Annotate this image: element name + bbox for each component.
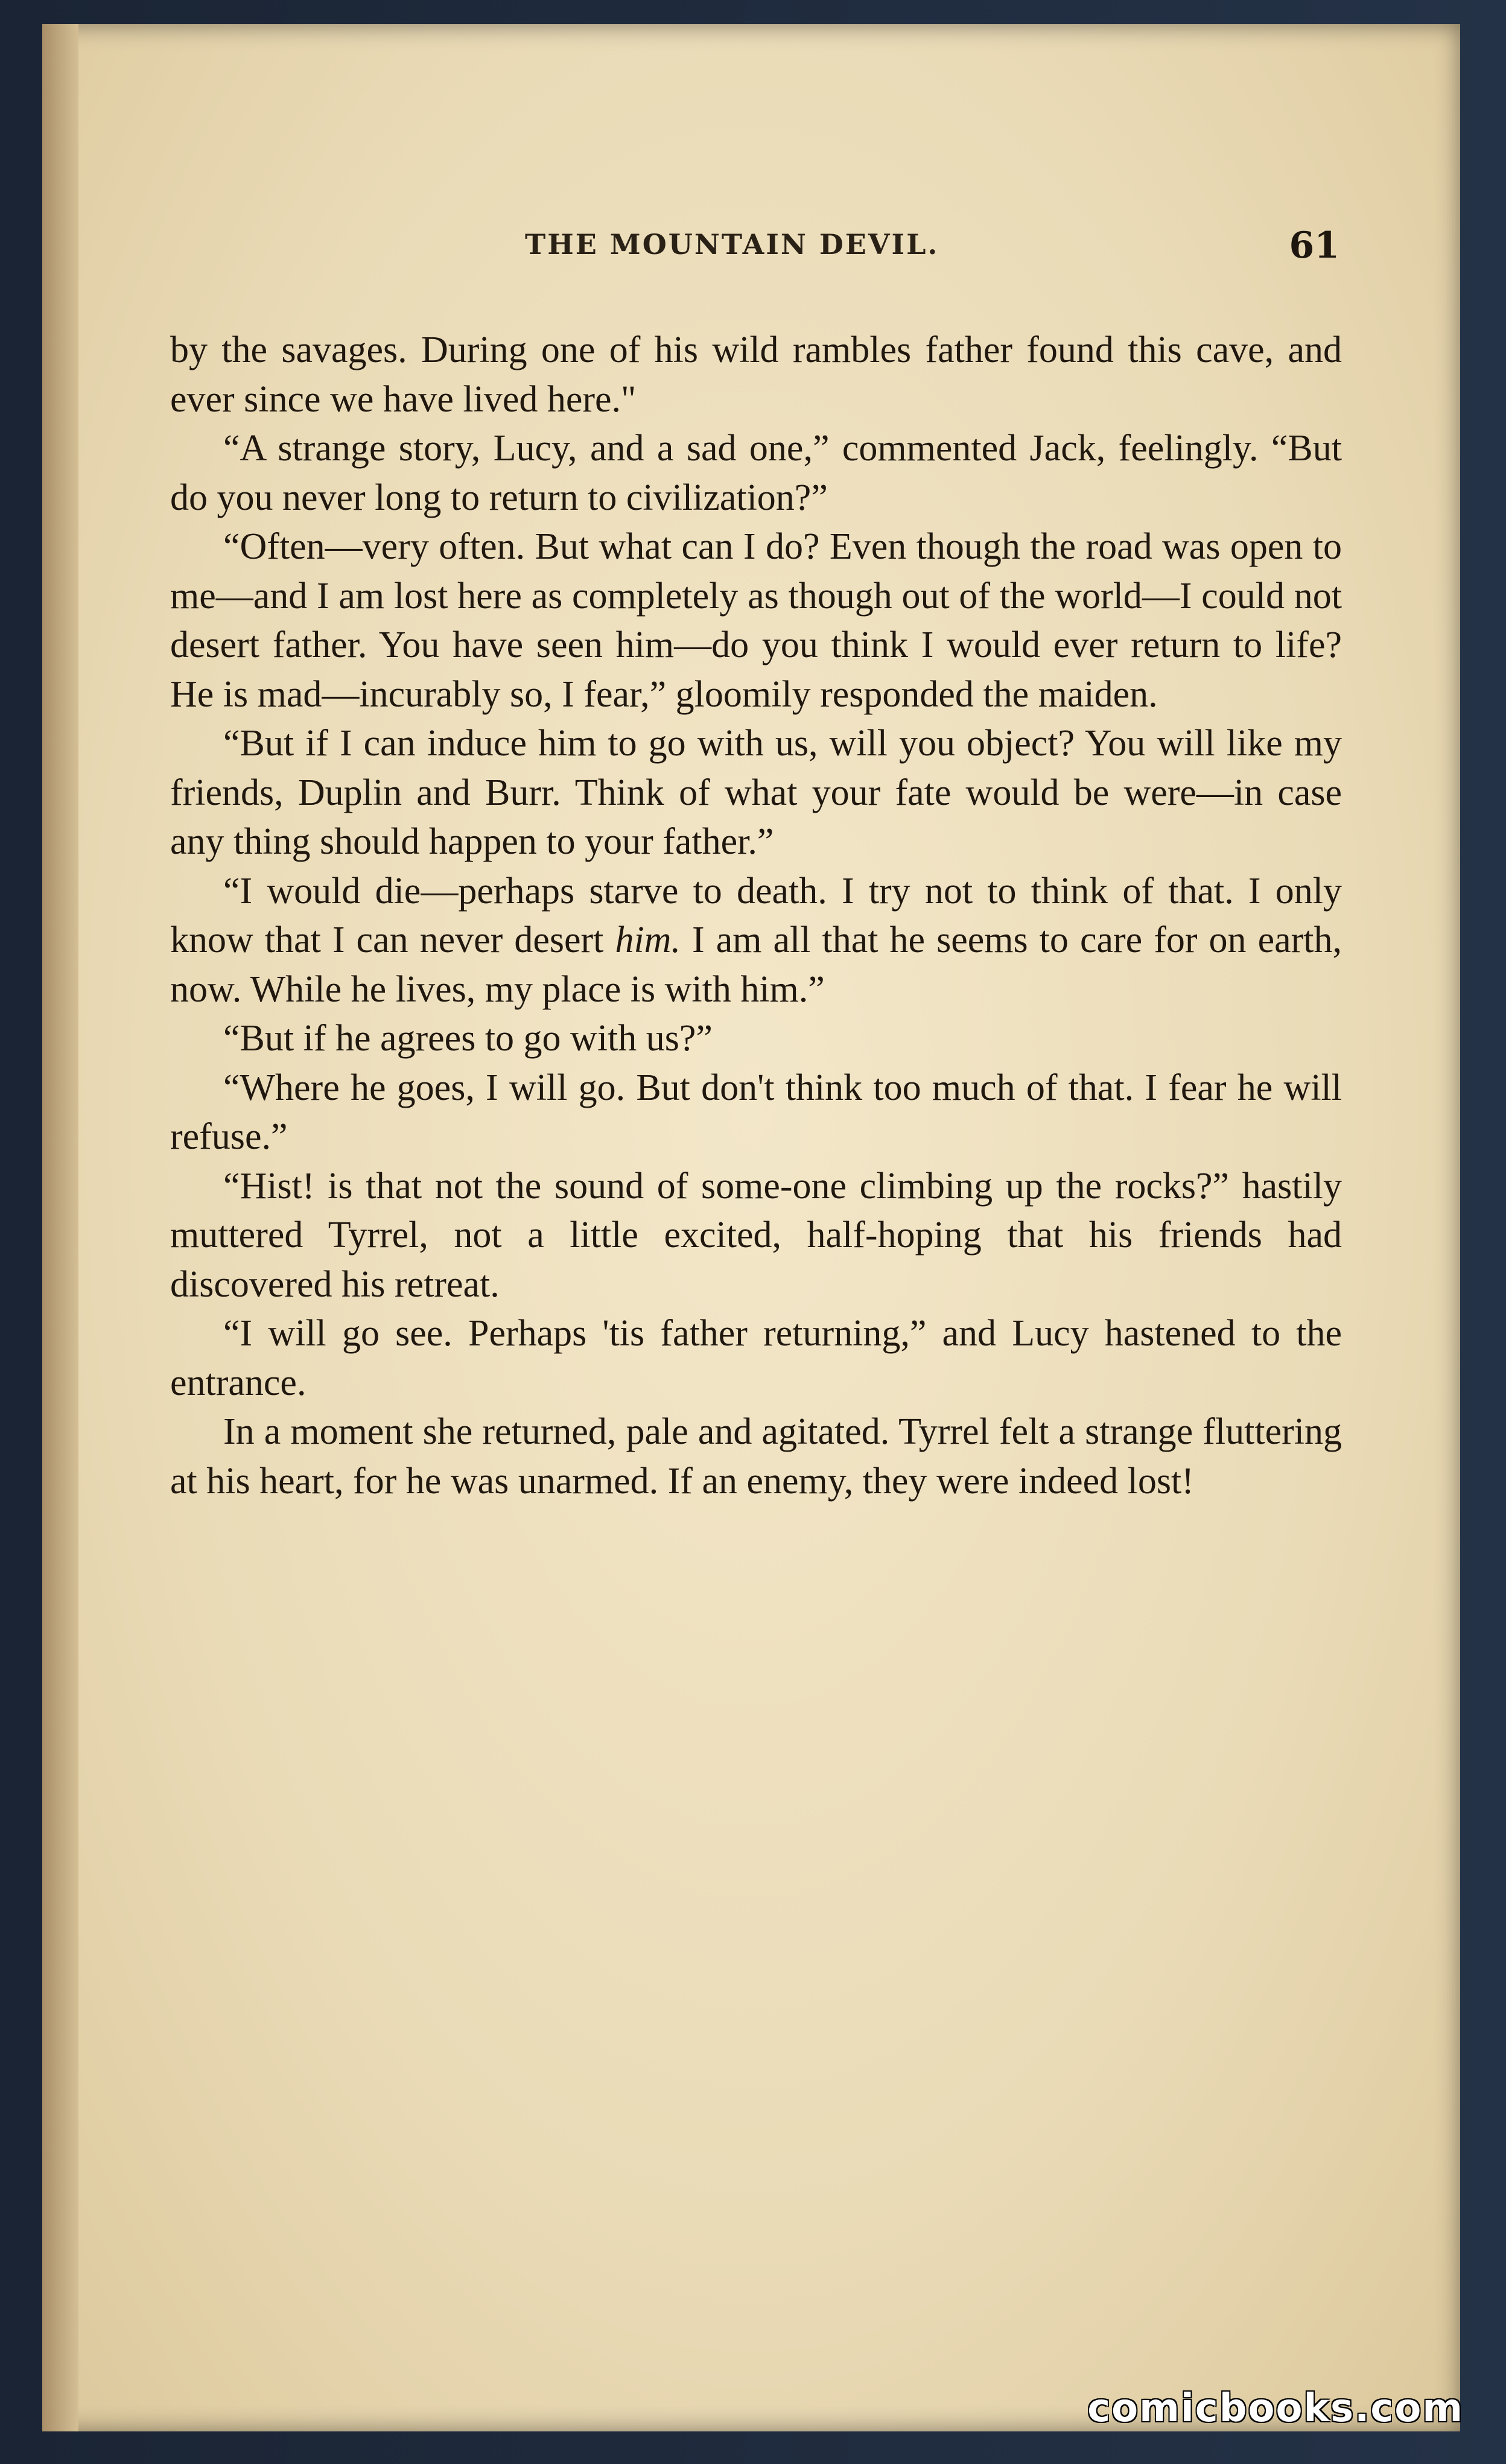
- paragraph: [170, 867, 1342, 1015]
- site-watermark: comicbooks.com: [1087, 2386, 1464, 2431]
- page-number: 61: [1289, 224, 1339, 267]
- page-header: [525, 224, 1339, 276]
- paragraph: “Where he goes, I will go. But don't think too much of that. I fear he will refuse.”: [170, 1067, 1342, 1157]
- body-text: [170, 326, 1342, 1506]
- paragraph: In a moment she returned, pale and agitated. Tyrrel felt a strange fluttering at his heart, for he was unarmed. If an enemy, they were indeed lost!: [170, 1411, 1342, 1502]
- running-title: THE MOUNTAIN DEVIL.: [525, 228, 939, 261]
- paragraph-text: I am all that he seems to care for on earth, now. While he lives, my place is with him.”: [170, 919, 1342, 1010]
- emphasized-word: him.: [615, 919, 681, 961]
- paragraph: “Often—very often. But what can I do? Even though the road was open to me—and I am lost here as completely as though out of the world—I could not desert father. You have seen him—do you think I would ever return to life? He is mad—incurably so, I fear,” gloomily responded the maiden.: [170, 526, 1342, 715]
- page-gutter: [42, 24, 78, 2431]
- paragraph: “Hist! is that not the sound of some-one climbing up the rocks?” hastily muttered Tyrrel, not a little excited, half-hoping that his friends had discovered his retreat.: [170, 1165, 1342, 1305]
- paragraph: “But if he agrees to go with us?”: [223, 1018, 713, 1059]
- book-page: [42, 24, 1460, 2431]
- paragraph: “But if I can induce him to go with us, will you object? You will like my friends, Duplin and Burr. Think of what your fate would be were—in case any thing should happen to your father.”: [170, 723, 1342, 862]
- paragraph: “I will go see. Perhaps 'tis father returning,” and Lucy hastened to the entrance.: [170, 1313, 1342, 1403]
- paragraph-text: “I would die—perhaps starve to death. I try not to think of that. I only know that I can never desert: [170, 870, 1342, 961]
- paragraph: “A strange story, Lucy, and a sad one,” commented Jack, feelingly. “But do you never long to return to civilization?”: [170, 428, 1342, 518]
- paragraph: by the savages. During one of his wild rambles father found this cave, and ever since we have lived here.": [170, 329, 1342, 420]
